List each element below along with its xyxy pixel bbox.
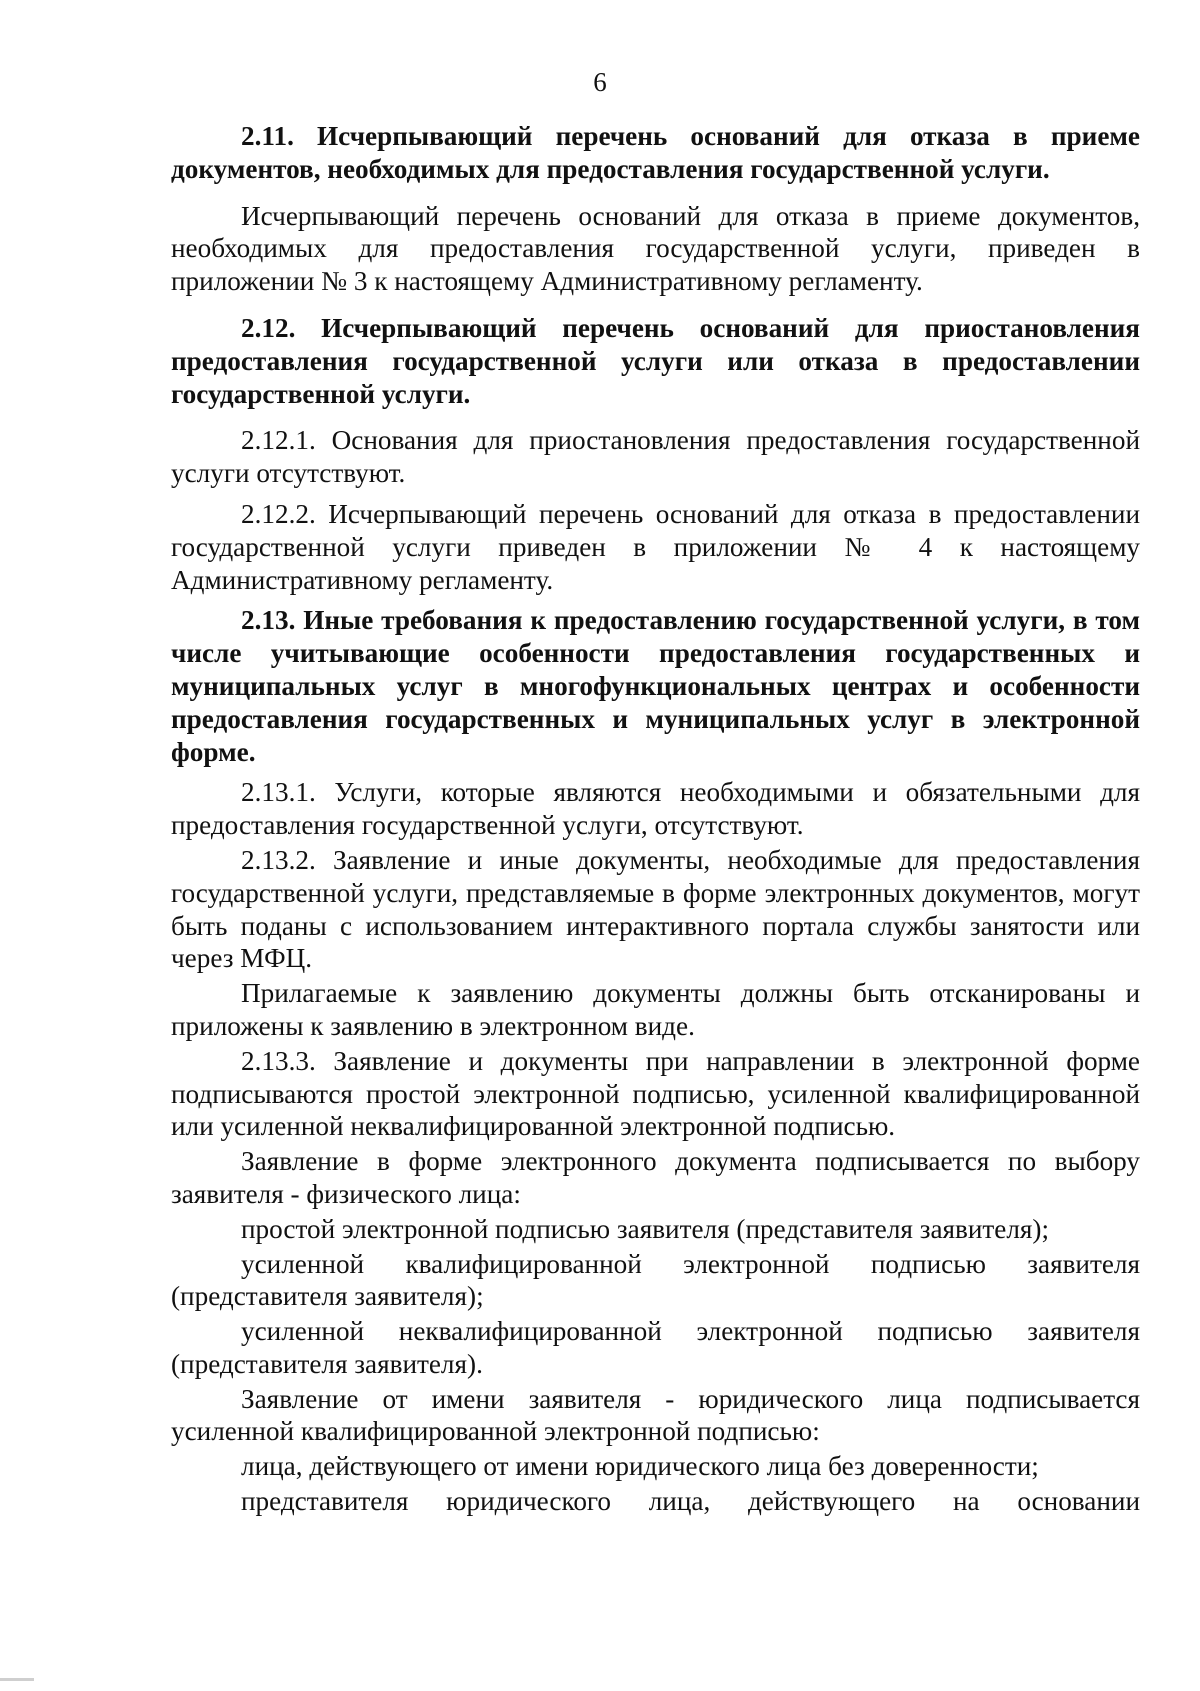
paragraph: Заявление в форме электронного документа подписывается по выбору заявителя - физического лица: bbox=[171, 1146, 1140, 1209]
paragraph: 2.12.1. Основания для приостановления предоставления государственной услуги отсутствуют. bbox=[171, 425, 1140, 489]
scan-edge-mark bbox=[0, 1678, 34, 1681]
list-item: представителя юридического лица, действующего на основании bbox=[241, 1486, 1140, 1517]
paragraph: 2.13.2. Заявление и иные документы, необходимые для предоставления государственной услуги, представляемые в форме электронных документов, могут быть поданы с использованием интерактивного портала службы занятости или через МФЦ. bbox=[171, 844, 1140, 974]
paragraph: 2.12.2. Исчерпывающий перечень оснований для отказа в предоставлении государственной услуги приведен в приложении № 4 к настоящему Административному регламенту. bbox=[171, 498, 1140, 595]
paragraph: Заявление от имени заявителя - юридического лица подписывается усиленной квалифицированной электронной подписью: bbox=[171, 1383, 1140, 1447]
paragraph: 2.13.1. Услуги, которые являются необходимыми и обязательными для предоставления государственной услуги, отсутствуют. bbox=[171, 777, 1140, 841]
paragraph: 2.13.3. Заявление и документы при направлении в электронной форме подписываются простой электронной подписью, усиленной квалифицированной или усиленной неквалифицированной электронной подписью. bbox=[171, 1045, 1140, 1142]
section-heading-2-13: 2.13. Иные требования к предоставлению государственной услуги, в том числе учитывающие особенности предоставления государственных и муниципальных услуг в многофункциональных центрах и особенности предоставления государственных и муниципальных услуг в электронной форме. bbox=[171, 605, 1140, 767]
paragraph: Исчерпывающий перечень оснований для отказа в приеме документов, необходимых для предоставления государственной услуги, приведен в приложении № 3 к настоящему Административному регламенту. bbox=[171, 200, 1140, 297]
section-heading-2-12: 2.12. Исчерпывающий перечень оснований для приостановления предоставления государственной услуги или отказа в предоставлении государственной услуги. bbox=[171, 312, 1140, 409]
page-number: 6 bbox=[593, 67, 607, 97]
list-item: лица, действующего от имени юридического лица без доверенности; bbox=[241, 1451, 1039, 1482]
list-item: усиленной квалифицированной электронной подписью заявителя (представителя заявителя); bbox=[171, 1248, 1140, 1312]
list-item: усиленной неквалифицированной электронной подписью заявителя (представителя заявителя). bbox=[171, 1316, 1140, 1379]
section-heading-2-11: 2.11. Исчерпывающий перечень оснований для отказа в приеме документов, необходимых для предоставления государственной услуги. bbox=[171, 121, 1140, 184]
paragraph: Прилагаемые к заявлению документы должны быть отсканированы и приложены к заявлению в электронном виде. bbox=[171, 978, 1140, 1041]
document-body bbox=[171, 120, 1140, 1520]
list-item: простой электронной подписью заявителя (представителя заявителя); bbox=[241, 1213, 1050, 1244]
